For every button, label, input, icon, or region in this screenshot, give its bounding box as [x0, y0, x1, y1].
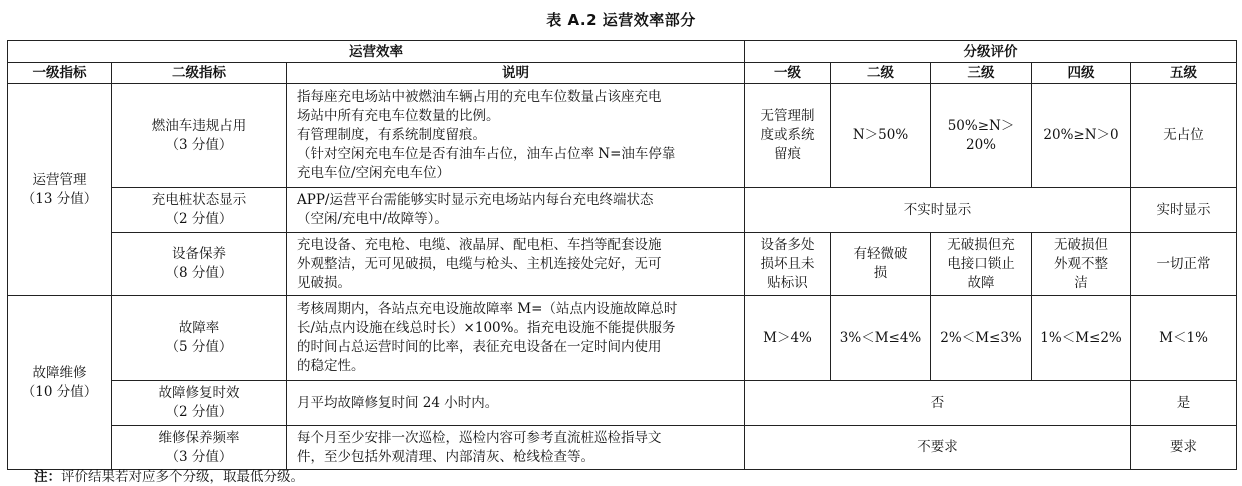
grade-merged-cell: 不实时显示 [745, 188, 1131, 233]
grade-line: 损 [873, 265, 888, 281]
description-line: 长/站点内设施在线总时长）×100%。指充电设施不能提供服务 [297, 320, 676, 336]
grade-line: N＞50% [852, 127, 909, 143]
level1-name: 运营管理 [32, 171, 87, 188]
grade-line: 20% [966, 136, 997, 153]
level2-indicator [112, 426, 287, 470]
description-cell [287, 84, 745, 188]
level2-name: 燃油车违规占用 [151, 117, 247, 134]
grade-line: 电接口锁止 [947, 255, 1015, 272]
description-line: 件，至少包括外观清理、内部清灰、枪线检查等。 [297, 448, 594, 465]
header-grade-3: 三级 [931, 63, 1032, 84]
header-row-columns [8, 63, 1237, 84]
header-level2: 二级指标 [112, 63, 287, 84]
table-row [8, 84, 1237, 188]
level2-score: （8 分值） [165, 265, 233, 281]
level2-indicator [112, 84, 287, 188]
description-line: 指每座充电场站中被燃油车辆占用的充电车位数量占该座充电 [297, 89, 662, 105]
grade-line: M＜1% [1159, 329, 1208, 346]
grade-cell: 实时显示 [1131, 188, 1237, 233]
level2-score: （2 分值） [165, 211, 233, 227]
efficiency-table [7, 40, 1237, 470]
header-group-right: 分级评价 [745, 41, 1237, 63]
description-line: 有管理制度，有系统制度留痕。 [297, 127, 486, 143]
grade-cell [931, 296, 1032, 381]
grade-cell: 要求 [1131, 426, 1237, 470]
description-line: 充电车位/空闲充电车位） [297, 165, 451, 181]
description-line: 见破损。 [297, 274, 351, 291]
table-row [8, 296, 1237, 381]
grade-cell [931, 233, 1032, 296]
header-grade-1: 一级 [745, 63, 831, 84]
grade-line: 损坏且未 [760, 255, 815, 272]
level2-name: 维修保养频率 [158, 429, 240, 446]
table-row [8, 188, 1237, 233]
level2-name: 充电桩状态显示 [151, 192, 247, 208]
description-line: 充电设备、充电枪、电缆、液晶屏、配电柜、车挡等配套设施 [297, 236, 662, 253]
grade-cell [1032, 233, 1131, 296]
grade-cell [1032, 296, 1131, 381]
description-cell [287, 381, 745, 426]
description-line: 的稳定性。 [297, 358, 365, 374]
level2-score: （5 分值） [165, 339, 233, 355]
description-cell [287, 296, 745, 381]
description-line: （空闲/充电中/故障等）。 [297, 211, 448, 227]
description-line: （针对空闲充电车位是否有油车占位，油车占位率 N=油车停靠 [297, 146, 676, 162]
grade-cell [1131, 84, 1237, 188]
description-line: 外观整洁，无可见破损，电缆与枪头、主机连接处完好，无可 [297, 255, 662, 272]
grade-line: 50%≥N＞ [947, 117, 1015, 134]
grade-cell [1131, 296, 1237, 381]
grade-cell: 是 [1131, 381, 1237, 426]
grade-line: 3%＜M≤4% [839, 329, 922, 346]
level1-indicator [8, 84, 112, 296]
footnote-label: 注： [34, 469, 61, 485]
grade-line: 无管理制 [760, 108, 815, 124]
footnote-text: 评价结果若对应多个分级，取最低分级。 [61, 469, 304, 485]
level1-score: （10 分值） [21, 383, 98, 400]
level2-indicator [112, 233, 287, 296]
header-grade-4: 四级 [1032, 63, 1131, 84]
grade-line: 一切正常 [1156, 255, 1211, 272]
table-title: 表 A.2 运营效率部分 [546, 11, 696, 29]
grade-cell [1032, 84, 1131, 188]
grade-merged-cell: 否 [745, 381, 1131, 426]
description-line: APP/运营平台需能够实时显示充电场站内每台充电终端状态 [297, 192, 654, 208]
table-row [8, 233, 1237, 296]
header-desc: 说明 [287, 63, 745, 84]
grade-cell [831, 296, 931, 381]
header-group-left: 运营效率 [8, 41, 745, 63]
grade-line: 故障 [967, 274, 995, 291]
description-cell [287, 188, 745, 233]
grade-line: 无破损但 [1054, 236, 1109, 253]
table-row [8, 426, 1237, 470]
level2-score: （3 分值） [165, 136, 233, 153]
level2-score: （3 分值） [165, 448, 233, 465]
description-cell [287, 233, 745, 296]
grade-line: 2%＜M≤3% [940, 329, 1022, 346]
level2-name: 故障修复时效 [158, 385, 240, 401]
table-row [8, 381, 1237, 426]
level2-score: （2 分值） [165, 404, 233, 420]
level2-name: 设备保养 [172, 246, 226, 262]
grade-line: M＞4% [763, 329, 812, 346]
grade-cell [831, 233, 931, 296]
grade-cell [831, 84, 931, 188]
grade-line: 1%＜M≤2% [1040, 329, 1122, 346]
level1-indicator [8, 296, 112, 470]
description-line: 月平均故障修复时间 24 小时内。 [297, 394, 499, 411]
description-line: 场站中所有充电车位数量的比例。 [297, 108, 500, 124]
level2-indicator [112, 296, 287, 381]
description-line: 的时间占总运营时间的比率，表征充电设备在一定时间内使用 [297, 339, 662, 355]
description-line: 考核周期内，各站点充电设施故障率 M=（站点内设施故障总时 [297, 301, 678, 317]
grade-merged-cell: 不要求 [745, 426, 1131, 470]
grade-line: 20%≥N＞0 [1043, 127, 1119, 143]
header-grade-5: 五级 [1131, 63, 1237, 84]
header-row-group [8, 41, 1237, 63]
grade-line: 留痕 [774, 146, 802, 162]
header-grade-2: 二级 [831, 63, 931, 84]
grade-cell [745, 296, 831, 381]
level1-score: （13 分值） [21, 190, 98, 207]
grade-line: 外观不整 [1054, 255, 1109, 272]
level2-indicator [112, 381, 287, 426]
grade-line: 设备多处 [760, 236, 815, 253]
level2-indicator [112, 188, 287, 233]
grade-cell [931, 84, 1032, 188]
footnote [34, 465, 304, 485]
grade-line: 无占位 [1163, 127, 1204, 143]
grade-cell [745, 84, 831, 188]
level2-name: 故障率 [178, 320, 220, 336]
grade-cell [745, 233, 831, 296]
level1-name: 故障维修 [32, 364, 87, 381]
grade-line: 无破损但充 [947, 236, 1015, 253]
grade-cell [1131, 233, 1237, 296]
grade-line: 度或系统 [760, 127, 815, 143]
description-line: 每个月至少安排一次巡检，巡检内容可参考直流桩巡检指导文 [297, 429, 662, 446]
grade-line: 有轻微破 [853, 246, 908, 262]
grade-line: 洁 [1074, 274, 1088, 291]
description-cell [287, 426, 745, 470]
grade-line: 贴标识 [767, 274, 808, 291]
header-level1: 一级指标 [8, 63, 112, 84]
